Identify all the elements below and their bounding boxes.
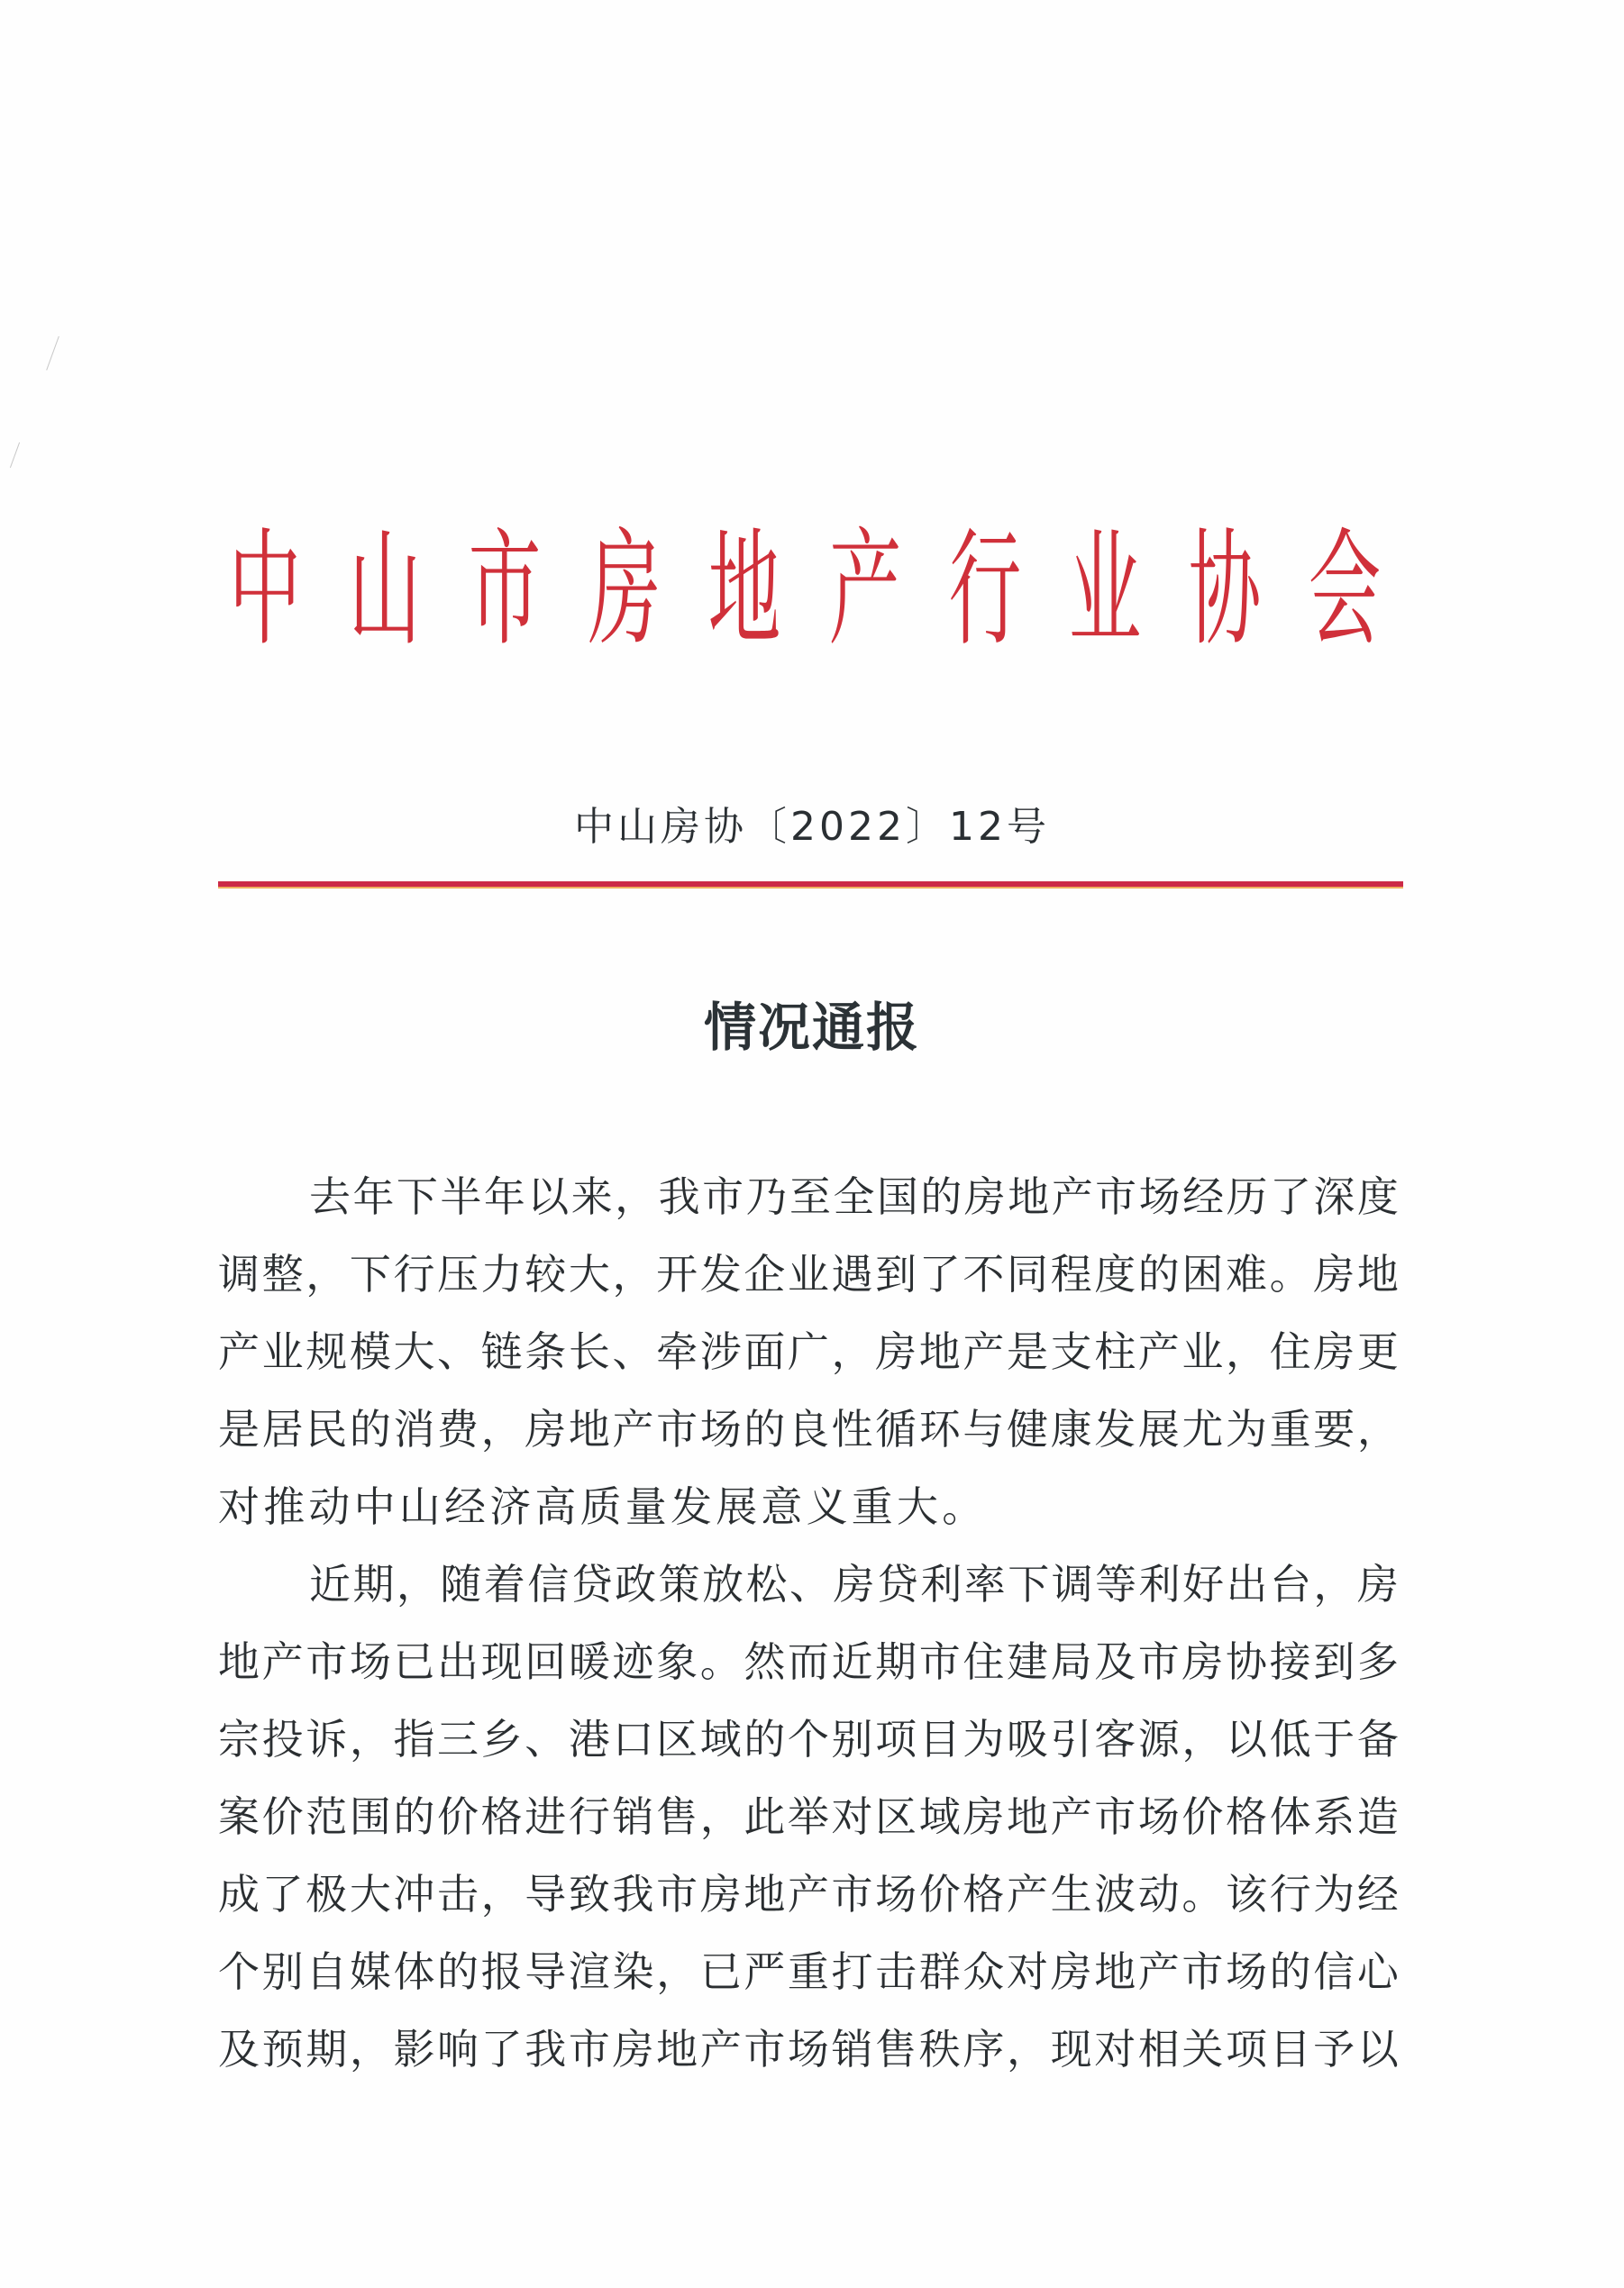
body-line: 宗 投 诉 ， 指 三 乡 、 港 口 区 域 的 个 别 项 目 为 吸 引 客 源 ， 以 低 于 备	[218, 1715, 1399, 1764]
body-line: 对推动中山经济高质量发展意义重大。	[218, 1482, 988, 1531]
organization-title	[214, 518, 1395, 662]
org-title-char: 房	[588, 516, 661, 664]
body-line: 个 别 自 媒 体 的 报 导 渲 染 ， 已 严 重 打 击 群 众 对 房 地 产 市 场 的 信 心	[218, 1947, 1399, 1996]
org-title-char: 业	[1068, 516, 1142, 664]
scan-artifact	[10, 442, 20, 469]
body-line: 成 了 极 大 冲 击 ， 导 致 我 市 房 地 产 市 场 价 格 产 生 波 动 。 该 行 为 经	[218, 1870, 1399, 1919]
org-title-char: 地	[708, 516, 781, 664]
body-line: 案 价 范 围 的 价 格 进 行 销 售 ， 此 举 对 区 域 房 地 产 市 场 价 格 体 系 造	[218, 1792, 1399, 1841]
org-title-char: 行	[948, 516, 1021, 664]
org-title-char: 中	[228, 516, 302, 664]
body-line: 产 业 规 模 大 、 链 条 长 、 牵 涉 面 广 ， 房 地 产 是 支 柱 产 业 ， 住 房 更	[218, 1327, 1399, 1376]
notice-title: 情况通报	[703, 997, 920, 1058]
org-title-char: 产	[828, 516, 901, 664]
org-title-char: 山	[348, 516, 422, 664]
red-header-rule	[218, 881, 1403, 887]
body-line: 是 居 民 的 消 费 ， 房 地 产 市 场 的 良 性 循 环 与 健 康 发 展 尤 为 重 要 ，	[218, 1405, 1399, 1454]
org-title-char: 协	[1188, 516, 1262, 664]
body-line: 地 产 市 场 已 出 现 回 暖 迹 象 。 然 而 近 期 市 住 建 局 及 市 房 协 接 到 多	[218, 1637, 1399, 1686]
body-line: 去 年 下 半 年 以 来 ， 我 市 乃 至 全 国 的 房 地 产 市 场 经 历 了 深 度	[309, 1172, 1399, 1221]
org-title-char: 会	[1308, 516, 1382, 664]
body-line: 近 期 ， 随 着 信 贷 政 策 放 松 、 房 贷 利 率 下 调 等 利 好 出 台 ， 房	[309, 1560, 1399, 1609]
scan-artifact	[46, 336, 59, 370]
org-title-char: 市	[468, 516, 542, 664]
document-number: 中山房协〔2022〕12号	[574, 804, 1050, 850]
body-line: 调 整 ， 下 行 压 力 较 大 ， 开 发 企 业 遇 到 了 不 同 程 度 的 困 难 。 房 地	[218, 1250, 1399, 1299]
body-line: 及 预 期 ， 影 响 了 我 市 房 地 产 市 场 销 售 秩 序 ， 现 对 相 关 项 目 予 以	[218, 2025, 1399, 2074]
